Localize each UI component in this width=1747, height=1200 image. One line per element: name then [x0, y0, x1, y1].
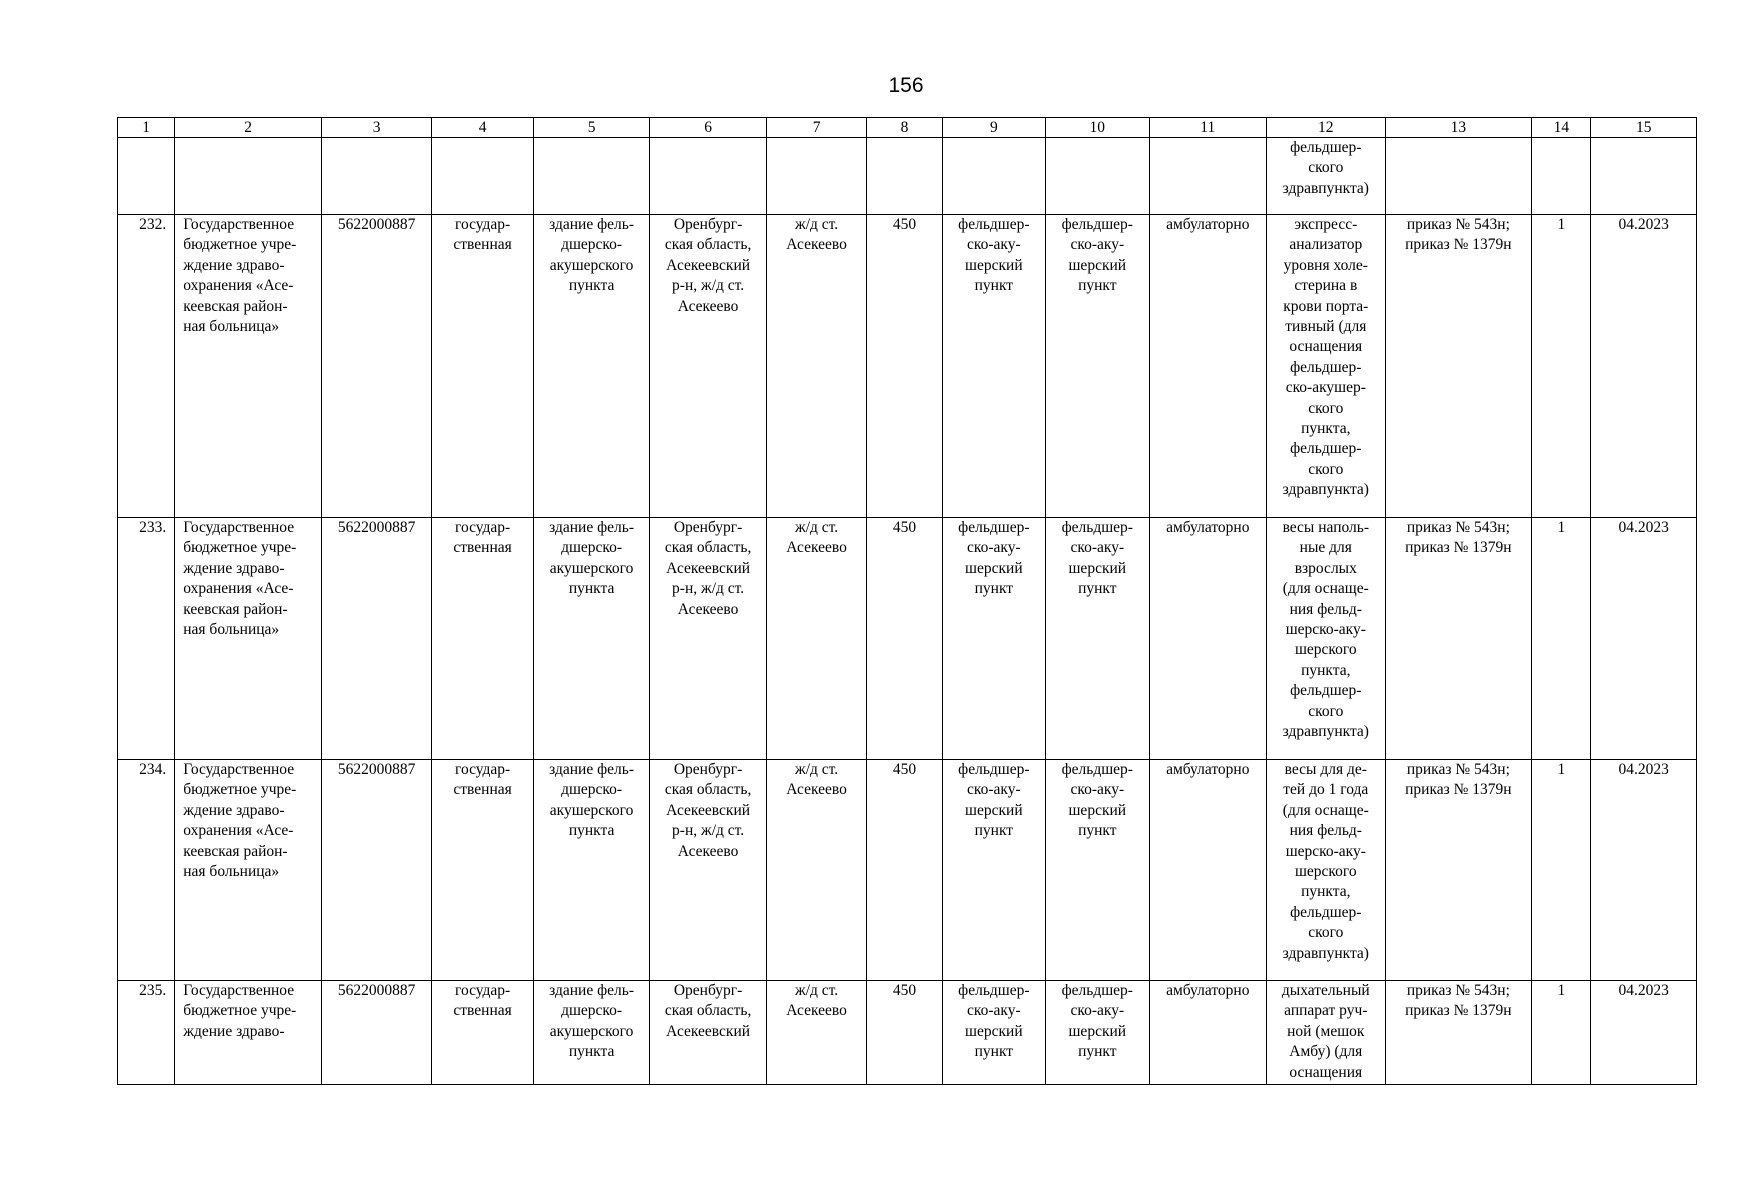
address-line: ская область, — [664, 236, 752, 254]
care-form-cell: амбулаторно — [1149, 760, 1267, 981]
address-cell — [650, 215, 767, 518]
facility-type-line: фельдшер- — [958, 761, 1030, 778]
equipment-line: здравпункта) — [1282, 944, 1369, 962]
equipment-line: ной (мешок — [1287, 1022, 1365, 1040]
equipment-line: фельдшер- — [1290, 903, 1362, 921]
population-cell: 450 — [867, 215, 942, 518]
facility-subtype-line: ско-аку- — [1070, 1002, 1125, 1020]
address-line: р-н, ж/д ст. — [672, 580, 745, 598]
ownership-line: ственная — [453, 1002, 512, 1020]
building-line: акушерского — [549, 559, 634, 577]
building-line: дшерско- — [561, 1002, 623, 1020]
empty-cell — [321, 138, 431, 215]
facility-type-line: пункт — [974, 1043, 1014, 1061]
orders-line: приказ № 1379н — [1405, 1002, 1512, 1020]
facility-type-cell — [942, 215, 1045, 518]
building-line: пункта — [568, 277, 615, 295]
organization-line: кеевская район- — [183, 297, 288, 315]
address-line: р-н, ж/д ст. — [672, 822, 745, 840]
address-line: Асекеевский — [666, 559, 751, 577]
facility-subtype-line: пункт — [1078, 1043, 1117, 1061]
facility-type-line: ско-аку- — [967, 539, 1021, 557]
empty-cell — [1046, 138, 1149, 215]
organization-line: Государственное — [183, 216, 295, 233]
equipment-line: аппарат руч- — [1284, 1002, 1368, 1020]
address-line: Оренбург- — [673, 519, 743, 536]
locality-line: Асекеево — [786, 236, 847, 254]
equipment-cell — [1267, 760, 1386, 981]
organization-line: бюджетное учре- — [183, 539, 297, 557]
building-cell — [533, 215, 650, 518]
building-line: пункта — [568, 822, 615, 840]
column-header: 11 — [1149, 118, 1267, 138]
locality-line: Асекеево — [786, 1002, 847, 1020]
address-line: Асекеевский — [666, 256, 751, 274]
column-header: 3 — [321, 118, 431, 138]
equipment-line: здравпункта) — [1282, 481, 1369, 499]
building-line: акушерского — [549, 1022, 634, 1040]
building-cell — [533, 518, 650, 760]
equipment-line: уровня холе- — [1283, 256, 1368, 274]
organization-line: ная больница» — [183, 863, 280, 881]
quantity-cell: 1 — [1532, 518, 1591, 760]
equipment-line: оснащения — [1289, 338, 1363, 356]
equipment-line: анализатор — [1289, 236, 1363, 254]
building-cell — [533, 981, 650, 1085]
empty-cell — [867, 138, 942, 215]
ownership-line: ственная — [453, 236, 512, 254]
empty-cell — [1591, 138, 1697, 215]
empty-cell — [533, 138, 650, 215]
row-number-cell: 235. — [118, 981, 175, 1085]
facility-type-line: шерский — [965, 256, 1023, 274]
facility-subtype-line: пункт — [1078, 580, 1117, 598]
equipment-line: Амбу) (для — [1289, 1043, 1363, 1061]
facility-subtype-cell — [1046, 518, 1149, 760]
building-line: здание фель- — [549, 216, 634, 233]
organization-line: ждение здраво- — [183, 1022, 285, 1040]
facility-type-cell — [942, 981, 1045, 1085]
equipment-line: весы для де- — [1284, 761, 1367, 778]
organization-line: бюджетное учре- — [183, 781, 297, 799]
locality-cell — [766, 760, 866, 981]
equipment-line: пункта, — [1301, 883, 1351, 901]
column-header: 10 — [1046, 118, 1149, 138]
equipment-line: дыхательный — [1281, 982, 1370, 999]
equipment-line: тей до 1 года — [1283, 781, 1369, 799]
locality-line: ж/д ст. — [794, 982, 839, 999]
orders-line: приказ № 1379н — [1405, 539, 1512, 557]
ownership-line: ственная — [453, 781, 512, 799]
equipment-line: ского — [1308, 159, 1344, 177]
organization-cell — [175, 981, 322, 1085]
empty-cell — [175, 138, 322, 215]
organization-line: ждение здраво- — [183, 256, 285, 274]
date-cell: 04.2023 — [1591, 760, 1697, 981]
equipment-line: шерского — [1294, 863, 1357, 881]
locality-line: Асекеево — [786, 539, 847, 557]
equipment-line: фельдшер- — [1290, 139, 1362, 156]
facility-type-line: шерский — [965, 801, 1023, 819]
facility-type-line: пункт — [974, 277, 1014, 295]
column-header: 13 — [1385, 118, 1532, 138]
empty-cell — [1149, 138, 1267, 215]
equipment-cell — [1267, 215, 1386, 518]
organization-cell — [175, 518, 322, 760]
equipment-line: оснащения — [1289, 1063, 1363, 1081]
facility-type-cell — [942, 760, 1045, 981]
table-row — [118, 215, 1697, 518]
equipment-line: взрослых — [1294, 559, 1357, 577]
equipment-cell — [1267, 981, 1386, 1085]
organization-line: ждение здраво- — [183, 801, 285, 819]
facility-subtype-line: фельдшер- — [1061, 216, 1133, 233]
facility-subtype-line: пункт — [1078, 277, 1117, 295]
column-header: 5 — [533, 118, 650, 138]
building-line: дшерско- — [561, 781, 623, 799]
column-header: 14 — [1532, 118, 1591, 138]
care-form-cell: амбулаторно — [1149, 518, 1267, 760]
facility-type-line: шерский — [965, 1022, 1023, 1040]
building-line: пункта — [568, 580, 615, 598]
column-header: 6 — [650, 118, 767, 138]
equipment-line: здравпункта) — [1282, 723, 1369, 741]
empty-cell — [1385, 138, 1532, 215]
ownership-cell — [432, 518, 533, 760]
equipment-line: ского — [1308, 399, 1344, 417]
locality-cell — [766, 215, 866, 518]
column-number-row — [118, 118, 1697, 138]
orders-line: приказ № 543н; — [1406, 982, 1510, 999]
locality-line: ж/д ст. — [794, 519, 839, 536]
orders-cell — [1385, 760, 1532, 981]
facility-subtype-line: фельдшер- — [1061, 761, 1133, 778]
facility-subtype-line: фельдшер- — [1061, 982, 1133, 999]
equipment-line: шерско-аку- — [1285, 621, 1366, 639]
orders-line: приказ № 543н; — [1406, 216, 1510, 233]
building-line: дшерско- — [561, 539, 623, 557]
orders-line: приказ № 1379н — [1405, 781, 1512, 799]
table-row — [118, 518, 1697, 760]
quantity-cell: 1 — [1532, 981, 1591, 1085]
facility-subtype-line: пункт — [1078, 822, 1117, 840]
address-line: р-н, ж/д ст. — [672, 277, 745, 295]
locality-line: Асекеево — [786, 781, 847, 799]
row-number-cell: 234. — [118, 760, 175, 981]
orders-line: приказ № 1379н — [1405, 236, 1512, 254]
building-cell — [533, 760, 650, 981]
ownership-cell — [432, 215, 533, 518]
facility-type-line: фельдшер- — [958, 982, 1030, 999]
organization-line: Государственное — [183, 761, 295, 778]
equipment-line: ского — [1308, 924, 1344, 942]
table-row — [118, 981, 1697, 1085]
organization-line: ная больница» — [183, 318, 280, 336]
facility-type-line: пункт — [974, 580, 1014, 598]
facility-subtype-cell — [1046, 215, 1149, 518]
row-number-cell: 232. — [118, 215, 175, 518]
facility-subtype-line: шерский — [1068, 1022, 1127, 1040]
address-line: Оренбург- — [673, 216, 743, 233]
equipment-line: ского — [1308, 460, 1344, 478]
equipment-cell — [1267, 138, 1386, 215]
column-header: 9 — [942, 118, 1045, 138]
orders-cell — [1385, 981, 1532, 1085]
equipment-line: ского — [1308, 702, 1344, 720]
column-header: 7 — [766, 118, 866, 138]
equipment-line: ния фельд- — [1289, 822, 1362, 840]
organization-line: Государственное — [183, 519, 295, 536]
facility-type-line: фельдшер- — [958, 519, 1030, 536]
building-line: акушерского — [549, 256, 634, 274]
column-header: 2 — [175, 118, 322, 138]
organization-line: охранения «Асе- — [183, 822, 294, 840]
equipment-line: стерина в — [1294, 277, 1358, 295]
address-line: Асекеево — [677, 842, 739, 860]
inn-cell: 5622000887 — [321, 760, 431, 981]
building-line: здание фель- — [549, 761, 634, 778]
organization-line: охранения «Асе- — [183, 580, 294, 598]
facility-type-line: пункт — [974, 822, 1014, 840]
facility-subtype-line: шерский — [1068, 559, 1127, 577]
facility-subtype-cell — [1046, 760, 1149, 981]
equipment-line: ния фельд- — [1289, 600, 1362, 618]
organization-line: кеевская район- — [183, 842, 288, 860]
address-line: Асекеево — [677, 297, 739, 315]
empty-cell — [766, 138, 866, 215]
column-header: 4 — [432, 118, 533, 138]
building-line: пункта — [568, 1043, 615, 1061]
orders-cell — [1385, 518, 1532, 760]
facility-subtype-line: шерский — [1068, 801, 1127, 819]
date-cell: 04.2023 — [1591, 215, 1697, 518]
facility-subtype-cell — [1046, 981, 1149, 1085]
locality-cell — [766, 518, 866, 760]
orders-line: приказ № 543н; — [1406, 761, 1510, 778]
column-header: 8 — [867, 118, 942, 138]
equipment-line: (для оснаще- — [1282, 801, 1369, 819]
organization-line: ждение здраво- — [183, 559, 285, 577]
facility-type-line: шерский — [965, 559, 1023, 577]
continuation-row — [118, 138, 1697, 215]
empty-cell — [650, 138, 767, 215]
ownership-cell — [432, 981, 533, 1085]
organization-line: бюджетное учре- — [183, 1002, 297, 1020]
ownership-line: государ- — [454, 982, 511, 999]
population-cell: 450 — [867, 981, 942, 1085]
building-line: здание фель- — [549, 982, 634, 999]
care-form-cell: амбулаторно — [1149, 215, 1267, 518]
empty-cell — [1532, 138, 1591, 215]
facility-type-line: фельдшер- — [958, 216, 1030, 233]
facility-subtype-line: шерский — [1068, 256, 1127, 274]
equipment-cell — [1267, 518, 1386, 760]
facility-subtype-line: ско-аку- — [1070, 236, 1125, 254]
ownership-line: государ- — [454, 519, 511, 536]
equipment-line: тивный (для — [1285, 318, 1367, 336]
inn-cell: 5622000887 — [321, 518, 431, 760]
address-line: ская область, — [664, 539, 752, 557]
facility-type-line: ско-аку- — [967, 1002, 1021, 1020]
organization-line: охранения «Асе- — [183, 277, 294, 295]
ownership-line: государ- — [454, 761, 511, 778]
address-line: Асекеевский — [666, 801, 751, 819]
equipment-line: ско-акушер- — [1285, 379, 1366, 397]
organization-cell — [175, 760, 322, 981]
organization-line: кеевская район- — [183, 600, 288, 618]
building-line: дшерско- — [561, 236, 623, 254]
facility-subtype-line: ско-аку- — [1070, 539, 1125, 557]
equipment-line: ные для — [1299, 539, 1352, 557]
equipment-line: шерского — [1294, 641, 1357, 659]
address-line: Асекеевский — [666, 1022, 751, 1040]
quantity-cell: 1 — [1532, 760, 1591, 981]
organization-line: ная больница» — [183, 621, 280, 639]
ownership-line: ственная — [453, 539, 512, 557]
facility-subtype-line: ско-аку- — [1070, 781, 1125, 799]
empty-cell — [432, 138, 533, 215]
table-header — [118, 118, 1697, 138]
equipment-line: пункта, — [1301, 661, 1351, 679]
care-form-cell: амбулаторно — [1149, 981, 1267, 1085]
address-cell — [650, 981, 767, 1085]
equipment-line: крови порта- — [1283, 297, 1369, 315]
address-line: Асекеево — [677, 600, 739, 618]
equipment-line: фельдшер- — [1290, 440, 1362, 458]
address-line: ская область, — [664, 1002, 752, 1020]
equipment-line: фельдшер- — [1290, 358, 1362, 376]
locality-line: ж/д ст. — [794, 761, 839, 778]
row-number-cell: 233. — [118, 518, 175, 760]
orders-line: приказ № 543н; — [1406, 519, 1510, 536]
locality-line: ж/д ст. — [794, 216, 839, 233]
facility-type-line: ско-аку- — [967, 236, 1021, 254]
organization-cell — [175, 215, 322, 518]
equipment-line: фельдшер- — [1290, 682, 1362, 700]
locality-cell — [766, 981, 866, 1085]
building-line: акушерского — [549, 801, 634, 819]
quantity-cell: 1 — [1532, 215, 1591, 518]
column-header: 1 — [118, 118, 175, 138]
inn-cell: 5622000887 — [321, 215, 431, 518]
building-line: здание фель- — [549, 519, 634, 536]
population-cell: 450 — [867, 518, 942, 760]
facility-type-cell — [942, 518, 1045, 760]
equipment-line: здравпункта) — [1282, 179, 1369, 197]
table-row — [118, 760, 1697, 981]
facility-type-line: ско-аку- — [967, 781, 1021, 799]
organization-line: Государственное — [183, 982, 295, 999]
date-cell: 04.2023 — [1591, 518, 1697, 760]
address-cell — [650, 760, 767, 981]
date-cell: 04.2023 — [1591, 981, 1697, 1085]
address-line: Оренбург- — [673, 982, 743, 999]
equipment-line: шерско-аку- — [1285, 842, 1366, 860]
equipment-line: пункта, — [1301, 420, 1351, 438]
empty-cell — [118, 138, 175, 215]
column-header: 15 — [1591, 118, 1697, 138]
inn-cell: 5622000887 — [321, 981, 431, 1085]
equipment-line: (для оснаще- — [1282, 580, 1369, 598]
ownership-line: государ- — [454, 216, 511, 233]
facility-subtype-line: фельдшер- — [1061, 519, 1133, 536]
empty-cell — [942, 138, 1045, 215]
ownership-cell — [432, 760, 533, 981]
address-line: Оренбург- — [673, 761, 743, 778]
column-header: 12 — [1267, 118, 1386, 138]
organization-line: бюджетное учре- — [183, 236, 297, 254]
equipment-line: весы наполь- — [1282, 519, 1370, 536]
equipment-table — [117, 117, 1697, 1085]
address-cell — [650, 518, 767, 760]
page-number: 156 — [888, 74, 924, 97]
population-cell: 450 — [867, 760, 942, 981]
address-line: ская область, — [664, 781, 752, 799]
equipment-line: экспресс- — [1294, 216, 1358, 233]
orders-cell — [1385, 215, 1532, 518]
